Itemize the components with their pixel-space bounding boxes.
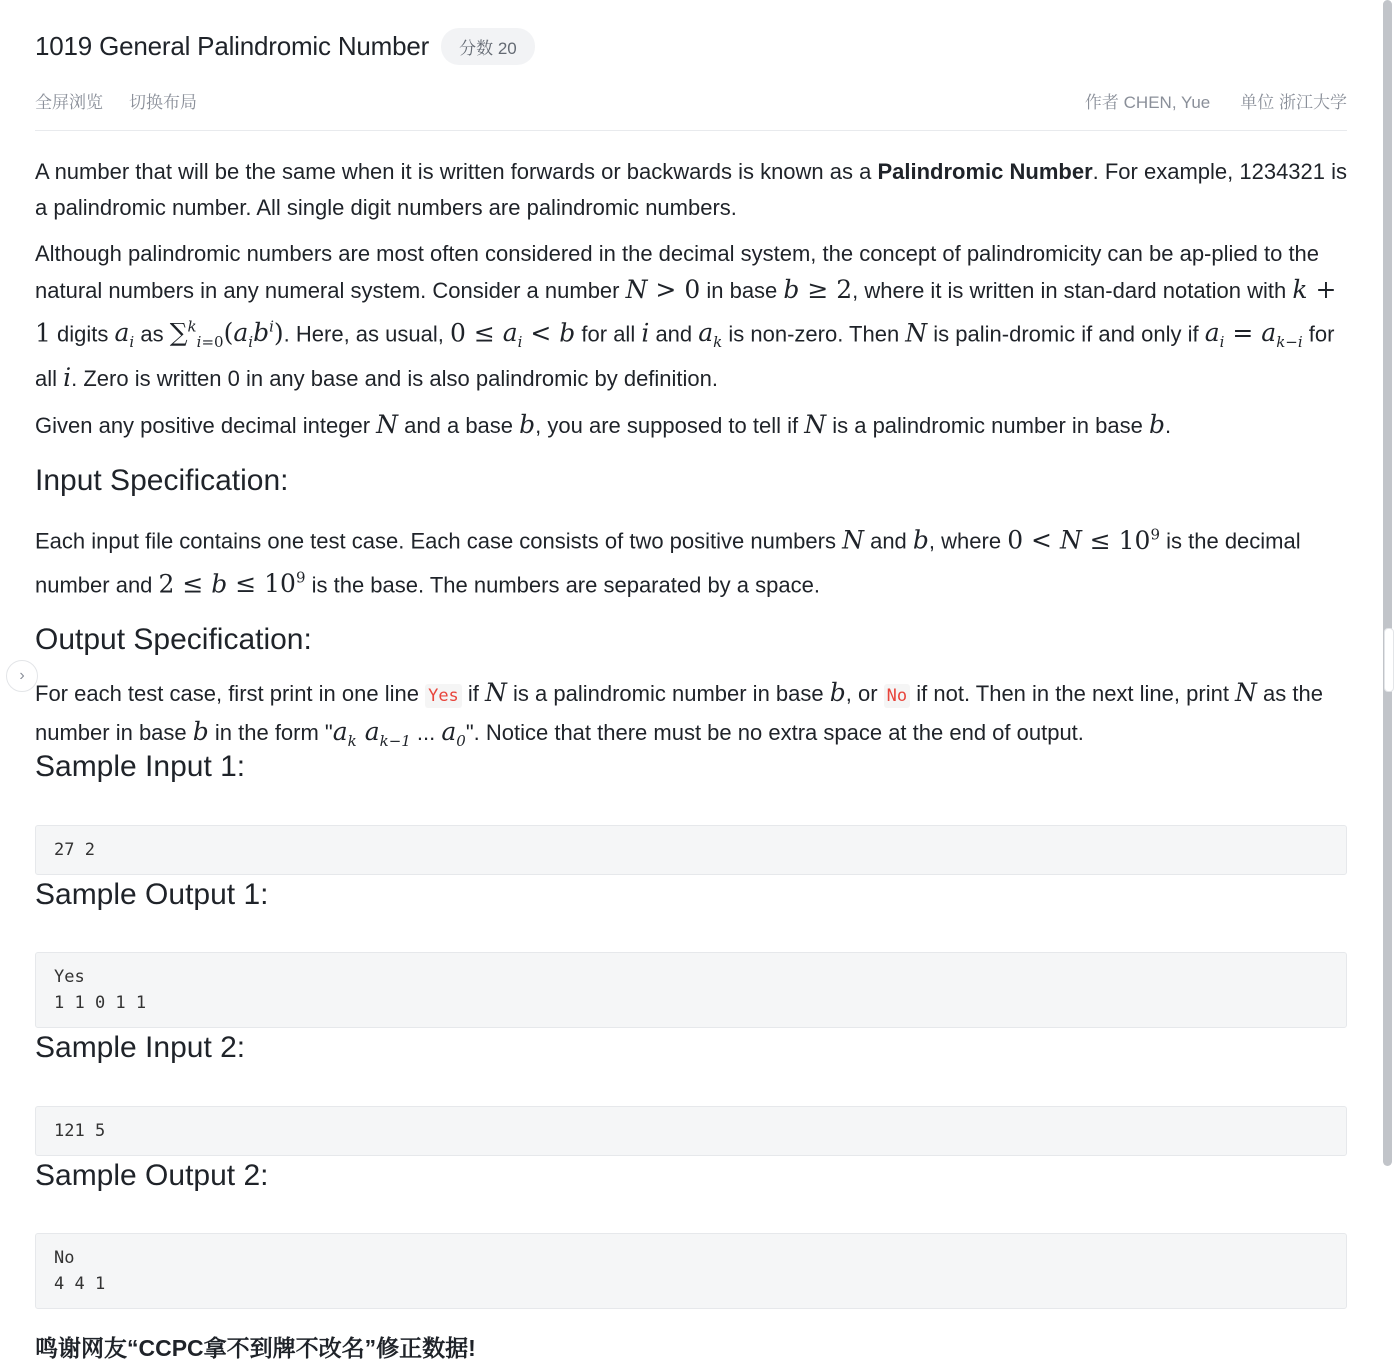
sample-output-1-heading: Sample Output 1: [35, 878, 269, 911]
expand-sidebar-button[interactable] [6, 660, 38, 692]
title-row [35, 28, 535, 64]
problem-description [35, 154, 1347, 769]
paragraph-task: Given any positive decimal integer N and a base b, you are supposed to tell if N is a palindromic number in base b. [35, 410, 1172, 440]
input-spec-heading: Input Specification: [35, 464, 289, 498]
sample-input-2-heading: Sample Input 2: [35, 1031, 246, 1064]
thanks-note: 鸣谢网友“CCPC拿不到牌不改名”修正数据! [35, 1335, 476, 1361]
problem-title: 1019 General Palindromic Number [35, 30, 430, 61]
sample-input-2-block[interactable]: 121 5 [35, 1106, 1347, 1156]
output-spec-heading: Output Specification: [35, 622, 312, 656]
scrollbar[interactable] [1383, 0, 1392, 1166]
score-badge: 分数 20 [441, 28, 535, 65]
toolbar [35, 88, 1347, 114]
header-divider [35, 130, 1347, 131]
term-palindromic-number: Palindromic Number [877, 159, 1093, 184]
code-yes: Yes [425, 684, 462, 708]
panel-resize-handle[interactable] [1384, 628, 1394, 692]
sample-output-2-heading: Sample Output 2: [35, 1159, 269, 1192]
author-label: 作者 CHEN, Yue [1084, 93, 1211, 112]
switch-layout-button[interactable]: 切换布局 [129, 93, 197, 112]
code-no: No [884, 684, 910, 708]
paragraph-intro: A number that will be the same when it is written forwards or backwards is known as a Palindromic Number. For example, 1234321 is a palindromic number. All single digit numbers are palindromic numbers. [35, 159, 1348, 220]
output-spec-text: For each test case, first print in one line Yes if N is a palindromic number in base b, or No if not. Then in the next line, print N as the number in base b in the form "$a_k$ $a_{k-1}$ ... $a_0$". Notice that there must be no extra space at the end of output. [35, 677, 1323, 750]
input-spec-text: Each input file contains one test case. Each case consists of two positive numbers N and b, where $0 < N \le 10^9$ is the decimal number and $2 \le b \le 10^9$ is the base. The numbers are separated by a space. [35, 525, 1301, 598]
sample-output-1-block[interactable]: Yes 1 1 0 1 1 [35, 952, 1347, 1028]
unit-label: 单位 浙江大学 [1240, 93, 1347, 112]
sample-output-2-block[interactable]: No 4 4 1 [35, 1233, 1347, 1309]
chevron-right-icon: › [19, 667, 25, 684]
paragraph-definition: Although palindromic numbers are most often considered in the decimal system, the concept of palindromicity can be ap-plied to the natural numbers in any numeral system. Consider a number N > 0 in base b ≥ 2, where it is written in stan-dard notation with k + 1 digits $a_i$ as $\sum^k_{i=0}(a_ib^i)$. Here, as usual, $0 \le a_i < b$ for all i and $a_k$ is non-zero. Then N is palin-dromic if and only if $a_i = a_{k-i}$ for all i. Zero is written 0 in any base and is also palindromic by definition. [35, 241, 1337, 393]
fullscreen-button[interactable]: 全屏浏览 [35, 93, 103, 112]
sample-input-1-block[interactable]: 27 2 [35, 825, 1347, 875]
sample-input-1-heading: Sample Input 1: [35, 750, 246, 783]
